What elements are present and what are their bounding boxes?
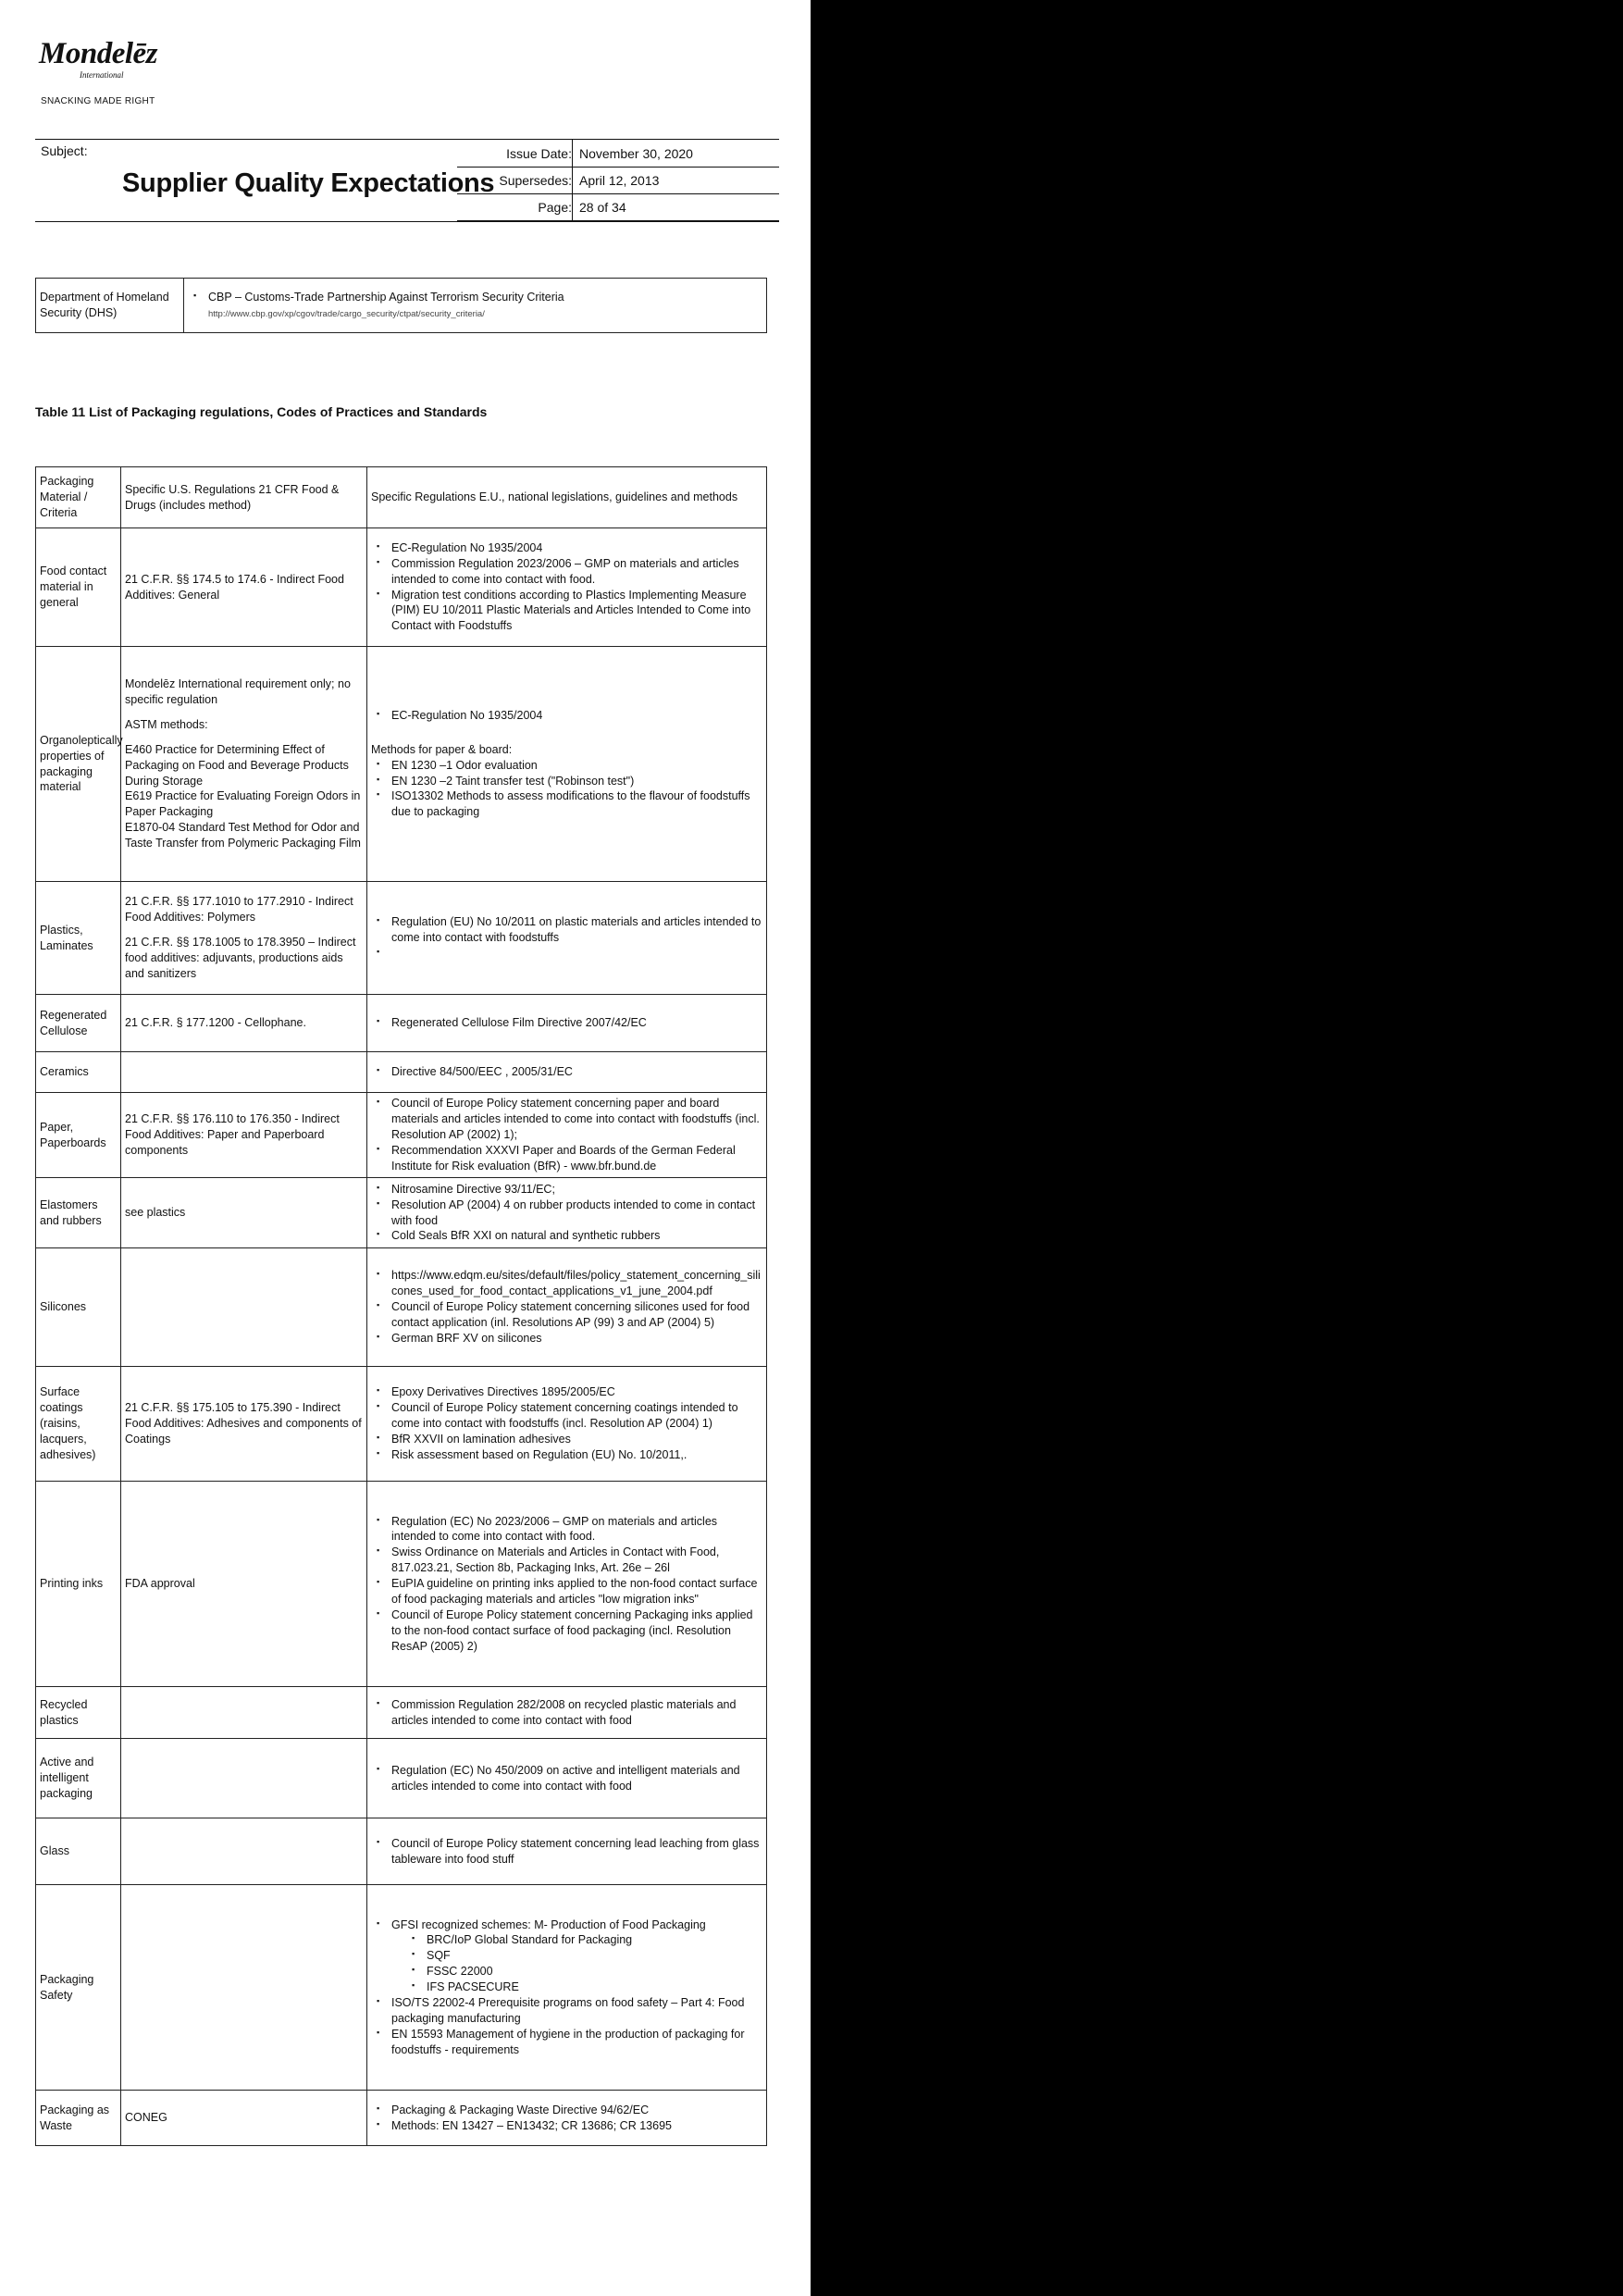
table-row (36, 1367, 767, 1482)
list-item: ▪ Council of Europe Policy statement concerning coatings intended to come into contact with foodstuffs (incl. Resolution AP (2004) 1) (391, 1400, 762, 1432)
us-text: ASTM methods: (125, 717, 208, 731)
material-cell: Paper, Paperboards (36, 1093, 121, 1178)
material-cell: Glass (36, 1818, 121, 1885)
list-item: ▪ EN 1230 –1 Odor evaluation (391, 758, 762, 774)
eu-regulation-cell (367, 1687, 767, 1739)
meta-issue-date (457, 140, 779, 168)
list-item: ▪ Regulation (EC) No 450/2009 on active and intelligent materials and articles intended to come into contact with food (391, 1763, 762, 1794)
list-item: ▪ Directive 84/500/EEC , 2005/31/EC (391, 1064, 762, 1080)
list-item: ▪ Regenerated Cellulose Film Directive 2007/42/EC (391, 1015, 762, 1031)
eu-regulation-cell (367, 647, 767, 882)
eu-regulation-cell (367, 1482, 767, 1687)
list-item: ▪ Commission Regulation 2023/2006 – GMP on materials and articles intended to come into contact with food. (391, 556, 762, 588)
us-regulation-cell: FDA approval (121, 1482, 367, 1687)
table-row (36, 1482, 767, 1687)
meta-value: April 12, 2013 (579, 173, 660, 188)
list-item: ▪ Recommendation XXXVI Paper and Boards of the German Federal Institute for Risk evaluation (BfR) - www.bfr.bund.de (391, 1143, 762, 1174)
eu-regulation-cell (367, 528, 767, 647)
list-item: ▪ BfR XXVII on lamination adhesives (391, 1432, 762, 1447)
column-header: Specific Regulations E.U., national legislations, guidelines and methods (367, 467, 767, 528)
eu-regulation-cell (367, 1739, 767, 1818)
table-row (36, 1052, 767, 1093)
eu-regulation-cell (367, 1178, 767, 1248)
meta-supersedes (457, 167, 779, 194)
eu-regulation-cell (367, 1248, 767, 1367)
table-header-row (36, 467, 767, 528)
list-item: ▪ Cold Seals BfR XXI on natural and synthetic rubbers (391, 1228, 762, 1244)
list-item: ▪ Packaging & Packaging Waste Directive 94/62/EC (391, 2103, 762, 2118)
list-item: ▪ Regulation (EC) No 2023/2006 – GMP on materials and articles intended to come into contact with food. (391, 1514, 762, 1545)
list-item: ▪ Resolution AP (2004) 4 on rubber products intended to come in contact with food (391, 1198, 762, 1229)
meta-label: Supersedes: (499, 173, 572, 188)
material-cell: Packaging as Waste (36, 2091, 121, 2146)
sub-list-item: ▪ FSSC 22000 (427, 1964, 762, 1980)
list-item: ▪ EC-Regulation No 1935/2004 (391, 708, 762, 724)
eu-regulation-cell (367, 1367, 767, 1482)
list-item (391, 946, 762, 962)
material-cell: Regenerated Cellulose (36, 995, 121, 1052)
list-item: ▪ ISO/TS 22002-4 Prerequisite programs on food safety – Part 4: Food packaging manufacturing (391, 1995, 762, 2027)
meta-divider (572, 167, 573, 193)
eu-regulation-cell (367, 2091, 767, 2146)
header-bottom-rule (35, 221, 779, 222)
us-regulation-cell: 21 C.F.R. §§ 176.110 to 176.350 - Indirect Food Additives: Paper and Paperboard components (121, 1093, 367, 1178)
meta-page (457, 193, 779, 221)
list-item: ▪ Council of Europe Policy statement concerning Packaging inks applied to the non-food contact surface of food packaging (incl. Resolution ResAP (2005) 2) (391, 1607, 762, 1655)
meta-value: November 30, 2020 (579, 146, 693, 161)
table-row (36, 2091, 767, 2146)
list-item: ▪ Risk assessment based on Regulation (EU) No. 10/2011,. (391, 1447, 762, 1463)
meta-label: Issue Date: (506, 146, 572, 161)
us-regulation-cell (121, 647, 367, 882)
us-regulation-cell: see plastics (121, 1178, 367, 1248)
table-row (36, 1885, 767, 2091)
material-cell: Silicones (36, 1248, 121, 1367)
us-regulation-cell (121, 1052, 367, 1093)
meta-divider (572, 193, 573, 220)
us-regulation-cell: CONEG (121, 2091, 367, 2146)
meta-value: 28 of 34 (579, 200, 626, 215)
table-row (36, 1093, 767, 1178)
us-text: E460 Practice for Determining Effect of Packaging on Food and Beverage Products During Storage (125, 742, 349, 788)
table-caption: Table 11 List of Packaging regulations, Codes of Practices and Standards (35, 404, 488, 419)
material-cell: Active and intelligent packaging (36, 1739, 121, 1818)
us-regulation-cell (121, 1248, 367, 1367)
list-item: ▪ EuPIA guideline on printing inks applied to the non-food contact surface of food packaging materials and articles "low migration inks" (391, 1576, 762, 1607)
list-item: ▪ Regulation (EU) No 10/2011 on plastic materials and articles intended to come into contact with foodstuffs (391, 914, 762, 946)
list-item: ▪ EC-Regulation No 1935/2004 (391, 540, 762, 556)
us-regulation-cell (121, 1885, 367, 2091)
dhs-table (35, 278, 767, 333)
us-regulation-cell (121, 1739, 367, 1818)
logo-subtitle: International (80, 70, 124, 80)
list-item: ▪ EN 15593 Management of hygiene in the production of packaging for foodstuffs - requirements (391, 2027, 762, 2058)
us-text: E619 Practice for Evaluating Foreign Odors in Paper Packaging (125, 789, 361, 819)
table-row (36, 1687, 767, 1739)
eu-regulation-cell (367, 882, 767, 995)
us-text: 21 C.F.R. §§ 177.1010 to 177.2910 - Indirect Food Additives: Polymers (125, 895, 353, 925)
table-row (36, 647, 767, 882)
material-cell: Packaging Safety (36, 1885, 121, 2091)
table-row (36, 279, 767, 333)
list-item: ▪ EN 1230 –2 Taint transfer test ("Robinson test") (391, 774, 762, 789)
list-item: ▪ https://www.edqm.eu/sites/default/files/policy_statement_concerning_silicones_used_for_food_contact_applications_v1_june_2004.pdf (391, 1268, 762, 1299)
material-cell: Surface coatings (raisins, lacquers, adhesives) (36, 1367, 121, 1482)
material-cell: Plastics, Laminates (36, 882, 121, 995)
list-item: ▪ Council of Europe Policy statement concerning paper and board materials and articles intended to come into contact with foodstuffs (incl. Resolution AP (2002) 1); (391, 1096, 762, 1143)
dhs-item-cell (184, 279, 767, 333)
us-regulation-cell: 21 C.F.R. §§ 174.5 to 174.6 - Indirect Food Additives: General (121, 528, 367, 647)
us-regulation-cell: 21 C.F.R. § 177.1200 - Cellophane. (121, 995, 367, 1052)
table-row (36, 528, 767, 647)
sub-list-item: ▪ IFS PACSECURE (427, 1980, 762, 1995)
list-item: ▪ CBP – Customs-Trade Partnership Against Terrorism Security Criteria http://www.cbp.gov/xp/cgov/trade/cargo_security/ctpat/security_criteria/ (208, 290, 762, 321)
list-item: ▪ GFSI recognized schemes: M- Production of Food Packaging ▪ BRC/IoP Global Standard for Packaging ▪ SQF ▪ FSSC 22000 ▪ IFS PACSECURE (391, 1917, 762, 1995)
list-item: ▪ Swiss Ordinance on Materials and Articles in Contact with Food, 817.023.21, Section 8b, Packaging Inks, Art. 26e – 26l (391, 1545, 762, 1576)
us-text: E1870-04 Standard Test Method for Odor and Taste Transfer from Polymeric Packaging Film (125, 821, 361, 850)
list-item: ▪ Council of Europe Policy statement concerning silicones used for food contact application (inl. Resolutions AP (99) 3 and AP (2004) 5) (391, 1299, 762, 1331)
material-cell: Recycled plastics (36, 1687, 121, 1739)
list-item: ▪ Nitrosamine Directive 93/11/EC; (391, 1182, 762, 1198)
table-row (36, 882, 767, 995)
column-header: Packaging Material / Criteria (36, 467, 121, 528)
us-regulation-cell: 21 C.F.R. §§ 175.105 to 175.390 - Indirect Food Additives: Adhesives and components of Coatings (121, 1367, 367, 1482)
list-item: ▪ Epoxy Derivatives Directives 1895/2005/EC (391, 1384, 762, 1400)
table-row (36, 1818, 767, 1885)
regulations-table (35, 466, 767, 2146)
list-item: ▪ German BRF XV on silicones (391, 1331, 762, 1347)
eu-regulation-cell (367, 1818, 767, 1885)
table-row (36, 1739, 767, 1818)
list-item: ▪ Methods: EN 13427 – EN13432; CR 13686; CR 13695 (391, 2118, 762, 2134)
material-cell: Printing inks (36, 1482, 121, 1687)
list-item: ▪ ISO13302 Methods to assess modifications to the flavour of foodstuffs due to packaging (391, 788, 762, 820)
subject-label: Subject: (41, 143, 88, 158)
dhs-url: http://www.cbp.gov/xp/cgov/trade/cargo_security/ctpat/security_criteria/ (208, 309, 485, 319)
us-text: 21 C.F.R. §§ 178.1005 to 178.3950 – Indirect food additives: adjuvants, productions aids and sanitizers (125, 936, 356, 980)
list-item: ▪ Migration test conditions according to Plastics Implementing Measure (PIM) EU 10/2011 Plastic Materials and Articles Intended to Come into Contact with Foodstuffs (391, 588, 762, 635)
eu-regulation-cell (367, 1052, 767, 1093)
material-cell: Ceramics (36, 1052, 121, 1093)
eu-regulation-cell (367, 995, 767, 1052)
material-cell: Elastomers and rubbers (36, 1178, 121, 1248)
us-regulation-cell (121, 1818, 367, 1885)
material-cell: Organoleptically properties of packaging material (36, 647, 121, 882)
meta-divider (572, 140, 573, 167)
eu-regulation-cell (367, 1885, 767, 2091)
mondelez-logo (39, 37, 157, 80)
dhs-org-cell: Department of Homeland Security (DHS) (36, 279, 184, 333)
us-regulation-cell (121, 882, 367, 995)
column-header: Specific U.S. Regulations 21 CFR Food & Drugs (includes method) (121, 467, 367, 528)
eu-methods-label: Methods for paper & board: (371, 742, 513, 756)
list-item: ▪ Commission Regulation 282/2008 on recycled plastic materials and articles intended to come into contact with food (391, 1697, 762, 1729)
sub-list-item: ▪ SQF (427, 1948, 762, 1964)
eu-regulation-cell (367, 1093, 767, 1178)
logo-wordmark: Mondelēz (39, 37, 157, 70)
table-row (36, 1178, 767, 1248)
document-title: Supplier Quality Expectations (122, 168, 495, 198)
table-row (36, 1248, 767, 1367)
us-regulation-cell (121, 1687, 367, 1739)
logo-tagline: SNACKING MADE RIGHT (41, 96, 155, 106)
material-cell: Food contact material in general (36, 528, 121, 647)
document-page (0, 0, 811, 2296)
table-row (36, 995, 767, 1052)
us-text: Mondelēz International requirement only; no specific regulation (125, 677, 351, 706)
sub-list-item: ▪ BRC/IoP Global Standard for Packaging (427, 1932, 762, 1948)
meta-label: Page: (538, 200, 572, 215)
list-item: ▪ Council of Europe Policy statement concerning lead leaching from glass tableware into food stuff (391, 1836, 762, 1868)
